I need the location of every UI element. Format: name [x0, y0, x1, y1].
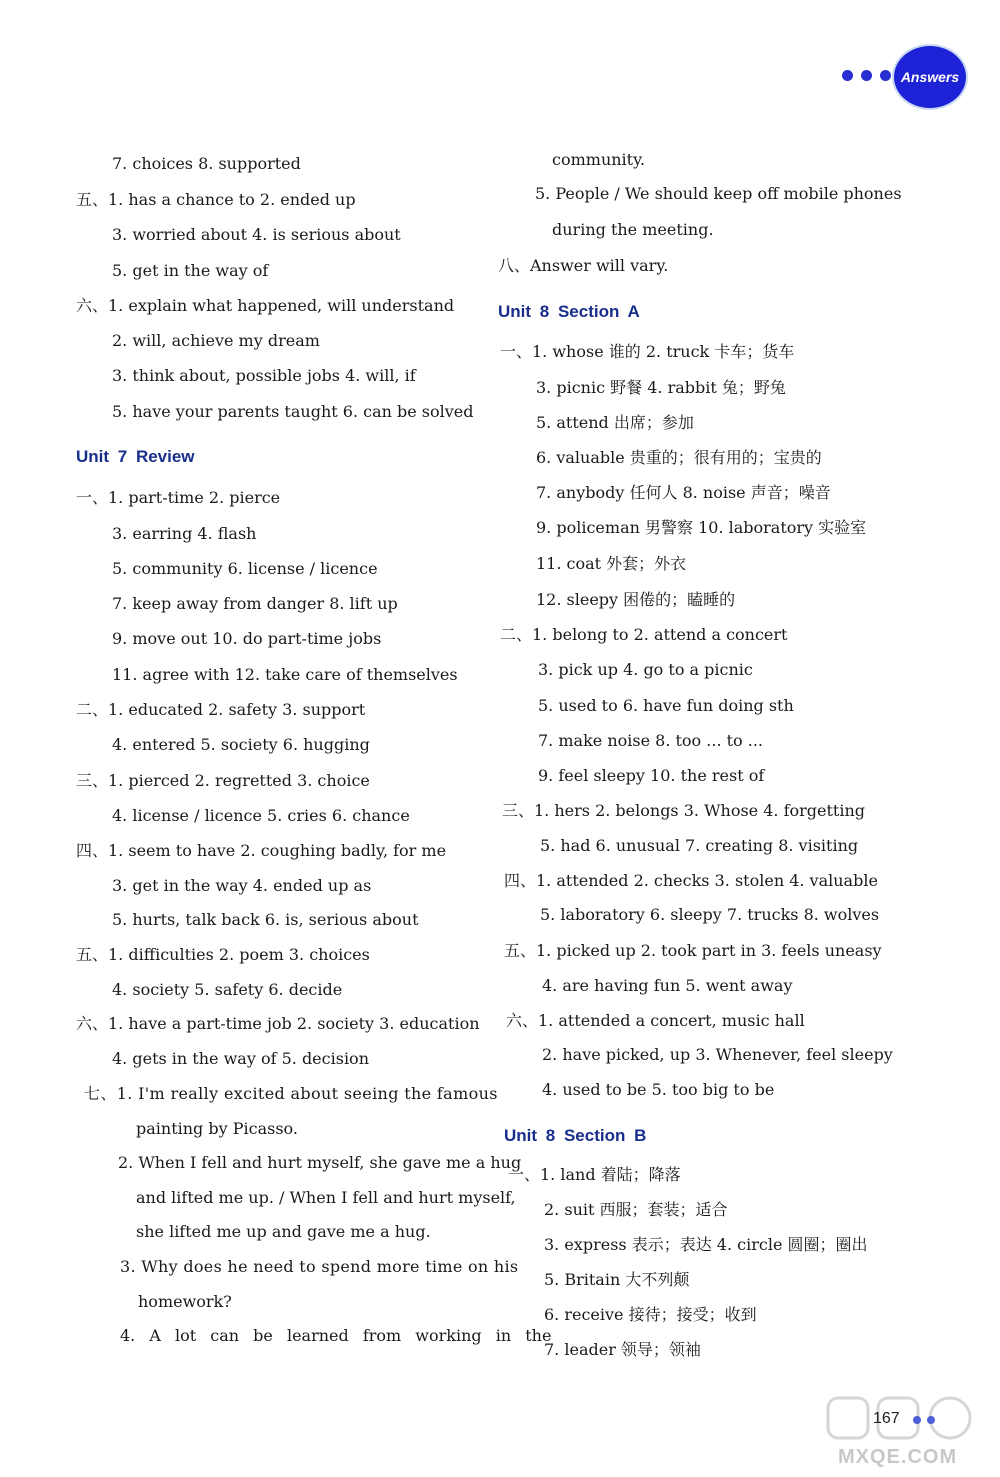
answer-line: 二、1. belong to 2. attend a concert	[500, 625, 788, 644]
answer-line: 六、1. attended a concert, music hall	[506, 1011, 805, 1030]
answer-line: 一、1. part-time 2. pierce	[76, 488, 281, 507]
page-number: 167	[873, 1410, 900, 1427]
answer-line: 7. make noise 8. too ... to ...	[538, 731, 764, 750]
answer-line: 5. laboratory 6. sleepy 7. trucks 8. wolves	[540, 905, 880, 924]
answer-line: 2. will, achieve my dream	[112, 331, 320, 350]
answer-line: 五、1. picked up 2. took part in 3. feels uneasy	[504, 941, 882, 960]
answer-line: 9. feel sleepy 10. the rest of	[538, 766, 765, 785]
decorative-dot	[842, 70, 853, 81]
answer-line: 八、Answer will vary.	[498, 256, 669, 275]
answer-line: 2. When I fell and hurt myself, she gave me a hug	[118, 1153, 522, 1172]
answer-line: 5. Britain 大不列颠	[544, 1270, 690, 1289]
answer-line: 4. entered 5. society 6. hugging	[112, 735, 370, 754]
answer-line: 9. policeman 男警察 10. laboratory 实验室	[536, 518, 867, 537]
answer-line: 六、1. have a part-time job 2. society 3. education	[76, 1014, 480, 1033]
answer-line: 6. valuable 贵重的；很有用的；宝贵的	[536, 448, 822, 467]
answer-line: 三、1. pierced 2. regretted 3. choice	[76, 771, 370, 790]
answer-line: 5. community 6. license / licence	[112, 559, 378, 578]
decorative-dot	[880, 70, 891, 81]
answer-line: during the meeting.	[552, 220, 714, 239]
answers-badge-label: Answers	[900, 69, 960, 85]
answer-line: painting by Picasso.	[136, 1119, 298, 1138]
answer-line: 11. coat 外套；外衣	[536, 554, 687, 573]
unit-heading: Unit 7 Review	[76, 447, 195, 466]
answer-line: 4. gets in the way of 5. decision	[112, 1049, 369, 1068]
answer-line: 5. hurts, talk back 6. is, serious about	[112, 910, 419, 929]
answer-line: 3. pick up 4. go to a picnic	[538, 660, 753, 679]
decorative-dot	[927, 1416, 935, 1424]
decorative-dot	[913, 1416, 921, 1424]
answer-line: 4. are having fun 5. went away	[542, 976, 793, 995]
answer-line: 9. move out 10. do part-time jobs	[112, 629, 382, 648]
answer-line: 四、1. attended 2. checks 3. stolen 4. valuable	[504, 871, 878, 890]
page-header	[0, 0, 1000, 130]
answer-line: 11. agree with 12. take care of themselves	[112, 665, 458, 684]
decorative-dot	[861, 70, 872, 81]
answer-line: 4. used to be 5. too big to be	[542, 1080, 775, 1099]
unit-heading: Unit 8 Section B	[504, 1126, 647, 1145]
answer-line: 4. A lot can be learned from working in the	[120, 1326, 552, 1345]
answer-line: 4. license / licence 5. cries 6. chance	[112, 806, 410, 825]
answer-line: 一、1. whose 谁的 2. truck 卡车；货车	[500, 342, 795, 361]
answer-line: 7. keep away from danger 8. lift up	[112, 594, 398, 613]
answer-line: 5. attend 出席；参加	[536, 413, 694, 432]
answer-line: 2. suit 西服；套装；适合	[544, 1200, 728, 1219]
answer-line: 二、1. educated 2. safety 3. support	[76, 700, 366, 719]
answer-line: homework?	[138, 1292, 232, 1311]
answer-line: 三、1. hers 2. belongs 3. Whose 4. forgetting	[502, 801, 866, 820]
answer-line: 5. used to 6. have fun doing sth	[538, 696, 794, 715]
answer-line: 12. sleepy 困倦的；瞌睡的	[536, 590, 736, 609]
answer-line: she lifted me up and gave me a hug.	[136, 1222, 431, 1241]
answer-line: 3. Why does he need to spend more time on his	[120, 1257, 519, 1276]
answer-line: 7. choices 8. supported	[112, 154, 301, 173]
answer-line: 四、1. seem to have 2. coughing badly, for me	[76, 841, 447, 860]
answer-line: 5. People / We should keep off mobile phones	[535, 184, 902, 203]
answer-line: 2. have picked, up 3. Whenever, feel sleepy	[542, 1045, 893, 1064]
answer-line: 六、1. explain what happened, will understand	[76, 296, 455, 315]
watermark-text: MXQE.COM	[838, 1446, 958, 1468]
answer-line: 3. get in the way 4. ended up as	[112, 876, 372, 895]
answer-line: 5. had 6. unusual 7. creating 8. visiting	[540, 836, 859, 855]
answer-line: 5. get in the way of	[112, 261, 269, 280]
answer-line: 3. express 表示；表达 4. circle 圆圈；圈出	[544, 1235, 868, 1254]
answer-line: 3. worried about 4. is serious about	[112, 225, 401, 244]
answer-line: 七、1. I'm really excited about seeing the famous	[84, 1084, 498, 1103]
answer-line: 7. leader 领导；领袖	[544, 1340, 701, 1359]
answer-line: and lifted me up. / When I fell and hurt myself,	[136, 1188, 516, 1207]
answer-line: 4. society 5. safety 6. decide	[112, 980, 343, 999]
answer-line: 3. picnic 野餐 4. rabbit 兔；野兔	[536, 378, 786, 397]
answer-line: 7. anybody 任何人 8. noise 声音；噪音	[536, 483, 831, 502]
answer-line: 一、1. land 着陆；降落	[508, 1165, 681, 1184]
answer-line: 五、1. difficulties 2. poem 3. choices	[76, 945, 370, 964]
answer-line: 五、1. has a chance to 2. ended up	[76, 190, 356, 209]
answer-line: 3. think about, possible jobs 4. will, if	[112, 366, 416, 385]
unit-heading: Unit 8 Section A	[498, 302, 640, 321]
answer-line: 6. receive 接待；接受；收到	[544, 1305, 757, 1324]
answer-line: 3. earring 4. flash	[112, 524, 257, 543]
answer-line: community.	[552, 150, 646, 169]
answer-line: 5. have your parents taught 6. can be solved	[112, 402, 474, 421]
